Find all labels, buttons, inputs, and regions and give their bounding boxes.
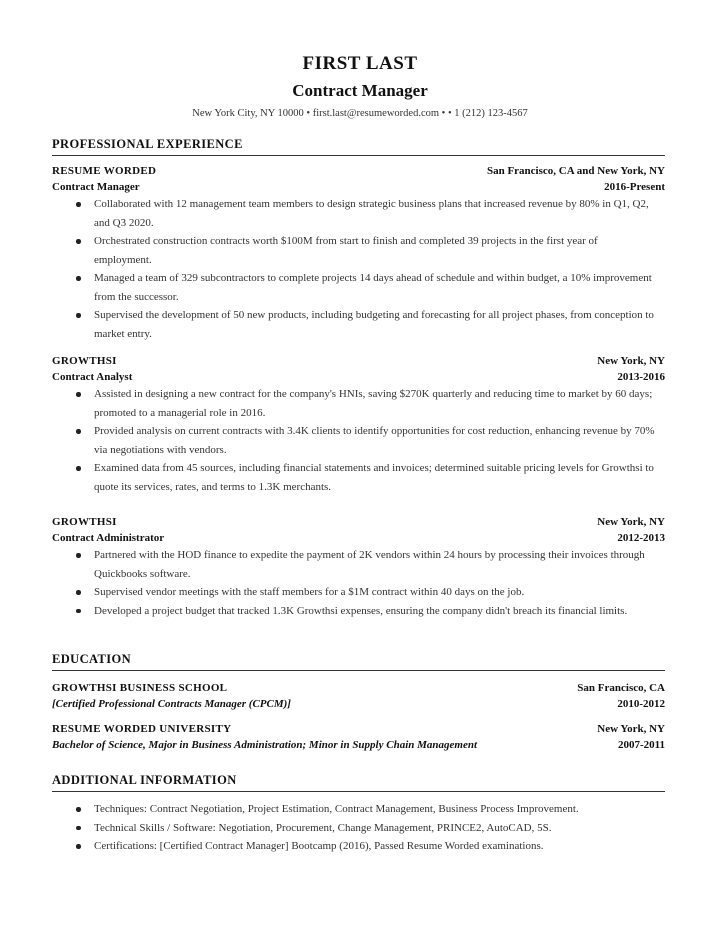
job-role: Contract Manager [52,180,140,193]
job-location: San Francisco, CA and New York, NY [486,165,665,177]
job-bullets [52,385,665,496]
bullet-item: Orchestrated construction contracts worth $100M from start to finish and completed 39 projects in the first year of employment. [52,232,665,269]
bullet-item: Supervised the development of 50 new products, including budgeting and forecasting for all project phases, from conception to market entry. [52,306,665,343]
company-name: RESUME WORDED [52,165,157,177]
section-heading: PROFESSIONAL EXPERIENCE [52,136,665,156]
school-name: GROWTHSI BUSINESS SCHOOL [52,682,228,694]
school-location: San Francisco, CA [577,682,665,694]
bullet-item: Supervised vendor meetings with the staff members for a $1M contract within 40 days on the job. [52,583,665,602]
resume-header [0,52,720,121]
job-role: Contract Administrator [52,531,165,544]
bullet-item: Partnered with the HOD finance to expedite the payment of 2K vendors within 24 hours by processing their invoices through Quickbooks software. [52,546,665,583]
degree: [Certified Professional Contracts Manager (CPCM)] [52,697,291,710]
company-name: GROWTHSI [52,516,117,528]
experience-section [52,136,665,620]
section-heading: EDUCATION [52,651,665,671]
bullet-item: Managed a team of 329 subcontractors to complete projects 14 days ahead of schedule and within budget, a 10% improvement from the successor. [52,269,665,306]
bullet-item: Provided analysis on current contracts with 3.4K clients to identify opportunities for cost reduction, enhancing revenue by 70% via negotiations with vendors. [52,422,665,459]
job-bullets [52,195,665,343]
education-entry [52,681,665,712]
job-bullets [52,546,665,620]
education-section [52,651,665,753]
education-dates: 2007-2011 [617,738,665,751]
contact-info: New York City, NY 10000 • first.last@resumeworded.com • • 1 (212) 123-4567 [192,108,528,119]
degree: Bachelor of Science, Major in Business Administration; Minor in Supply Chain Management [52,738,478,751]
education-dates: 2010-2012 [617,697,665,710]
bullet-item: Developed a project budget that tracked 1.3K Growthsi expenses, ensuring the company didn't breach its financial limits. [52,602,665,621]
job-role: Contract Analyst [52,370,133,383]
candidate-name: FIRST LAST [302,53,418,74]
school-location: New York, NY [597,723,665,735]
bullet-item: Collaborated with 12 management team members to design strategic business plans that increased revenue by 80% in Q1, Q2, and Q3 2020. [52,195,665,232]
bullet-item: Examined data from 45 sources, including financial statements and invoices; determined suitable pricing levels for Growthsi to quote its services, rates, and terms to 1.3K merchants. [52,459,665,496]
bullet-item: Techniques: Contract Negotiation, Project Estimation, Contract Management, Business Process Improvement. [52,800,665,819]
job-entry [52,354,665,496]
additional-info-list [52,800,665,856]
job-dates: 2012-2013 [617,531,665,544]
bullet-item: Certifications: [Certified Contract Manager] Bootcamp (2016), Passed Resume Worded examinations. [52,837,665,856]
school-name: RESUME WORDED UNIVERSITY [52,723,232,735]
section-heading: ADDITIONAL INFORMATION [52,772,665,792]
company-name: GROWTHSI [52,355,117,367]
bullet-item: Technical Skills / Software: Negotiation, Procurement, Change Management, PRINCE2, AutoCAD, 5S. [52,819,665,838]
bullet-item: Assisted in designing a new contract for the company's HNIs, saving $270K quarterly and reducing time to market by 60 days; promoted to a managerial role in 2016. [52,385,665,422]
additional-info-section [52,772,665,856]
job-location: New York, NY [597,516,665,528]
job-dates: 2016-Present [604,180,665,193]
job-dates: 2013-2016 [617,370,665,383]
job-entry [52,164,665,343]
education-entry [52,722,665,753]
job-entry [52,515,665,620]
candidate-title: Contract Manager [292,81,428,100]
job-location: New York, NY [597,355,665,367]
